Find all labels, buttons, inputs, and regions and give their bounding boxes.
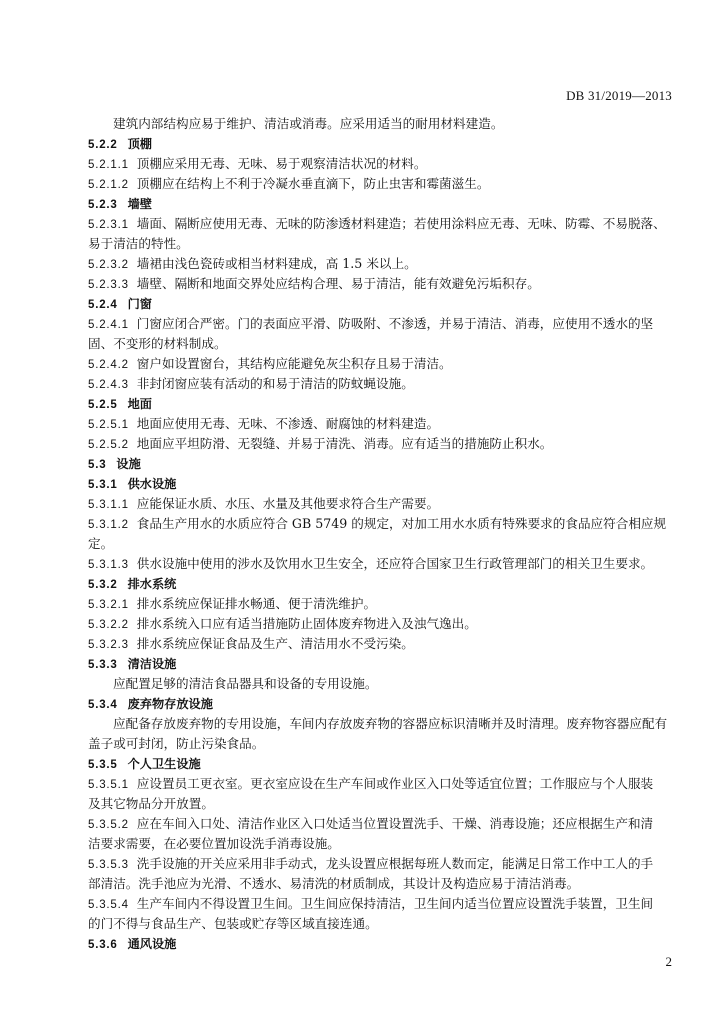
section-title: 门窗: [127, 297, 152, 311]
section-title: 清洁设施: [127, 657, 177, 671]
continuation-line: 部清洁。洗手池应为光滑、不透水、易清洗的材质制成，其设计及构造应易于清洁消毒。: [88, 876, 580, 891]
clause-text: 生产车间内不得设置卫生间。卫生间应保持清洁，卫生间内适当位置应设置洗手装置，卫生间: [136, 896, 654, 911]
clause-number: 5.2.4.3: [88, 379, 129, 391]
section-heading: [88, 394, 673, 414]
clause-text: 应设置员工更衣室。更衣室应设在生产车间或作业区入口处等适宜位置；工作服应与个人服装: [136, 776, 654, 791]
clause-text: 应能保证水质、水压、水量及其他要求符合生产需要。: [136, 496, 440, 511]
clause-line: [88, 354, 673, 374]
clause-number: 5.2.5.1: [88, 419, 129, 431]
clause-line: [88, 434, 673, 454]
clause-line: [88, 374, 673, 394]
clause-number: 5.3.2.1: [88, 599, 129, 611]
clause-number: 5.3.1.1: [88, 499, 129, 511]
clause-line: [88, 814, 673, 834]
section-number: 5.3.4: [88, 699, 118, 711]
section-title: 设施: [116, 457, 141, 471]
clause-number: 5.3.5.3: [88, 859, 129, 871]
clause-text: 供水设施中使用的涉水及饮用水卫生安全，还应符合国家卫生行政管理部门的相关卫生要求。: [136, 556, 654, 571]
clause-line: [88, 514, 673, 534]
clause-text: 顶棚应在结构上不利于冷凝水垂直滴下，防止虫害和霉菌滋生。: [136, 176, 490, 191]
clause-number: 5.2.4.1: [88, 319, 129, 331]
section-heading: [88, 574, 673, 594]
paragraph-line: 应配备存放废弃物的专用设施，车间内存放废弃物的容器应标识清晰并及时清理。废弃物容器应配有: [113, 716, 668, 731]
section-title: 个人卫生设施: [127, 757, 201, 771]
clause-number: 5.2.5.2: [88, 439, 129, 451]
document-code: DB 31/2019—2013: [566, 88, 672, 103]
clause-line: [88, 414, 673, 434]
clause-text: 地面应使用无毒、无味、不渗透、耐腐蚀的材料建造。: [136, 416, 440, 431]
section-number: 5.2.5: [88, 399, 118, 411]
clause-line: [88, 314, 673, 334]
page-number: 2: [665, 954, 672, 969]
clause-number: 5.3.2.3: [88, 639, 129, 651]
clause-line: [88, 854, 673, 874]
clause-line: [88, 554, 673, 574]
section-title: 供水设施: [127, 477, 177, 491]
clause-number: 5.2.1.1: [88, 159, 129, 171]
section-heading: [88, 194, 673, 214]
clause-text: 墙壁、隔断和地面交界处应结构合理、易于清洁，能有效避免污垢积存。: [136, 276, 540, 291]
paragraph-line: 应配置足够的清洁食品器具和设备的专用设施。: [113, 676, 378, 691]
paragraph-line: 建筑内部结构应易于维护、清洁或消毒。应采用适当的耐用材料建造。: [113, 116, 504, 131]
section-number: 5.3.2: [88, 579, 118, 591]
continuation-line: 及其它物品分开放置。: [88, 796, 214, 811]
clause-text: 排水系统入口应有适当措施防止固体废弃物进入及浊气逸出。: [136, 616, 477, 631]
section-number: 5.3.3: [88, 659, 118, 671]
section-number: 5.2.2: [88, 139, 118, 151]
clause-text: 墙面、隔断应使用无毒、无味的防渗透材料建造；若使用涂料应无毒、无味、防霉、不易脱落、: [136, 216, 666, 231]
clause-text: 排水系统应保证排水畅通、便于清洗维护。: [136, 596, 377, 611]
clause-line: [88, 594, 673, 614]
clause-line: [88, 634, 673, 654]
clause-line: [88, 774, 673, 794]
section-heading: [88, 654, 673, 674]
section-heading: [88, 134, 673, 154]
clause-text: 墙裙由浅色瓷砖或相当材料建成，高 1.5 米以上。: [136, 256, 417, 271]
section-number: 5.3.5: [88, 759, 118, 771]
clause-text: 顶棚应采用无毒、无味、易于观察清洁状况的材料。: [136, 156, 427, 171]
section-heading: [88, 454, 673, 474]
clause-line: [88, 214, 673, 234]
clause-number: 5.3.5.2: [88, 819, 129, 831]
clause-line: [88, 174, 673, 194]
section-heading: [88, 934, 673, 954]
clause-text: 食品生产用水的水质应符合 GB 5749 的规定，对加工用水水质有特殊要求的食品应符合相应规: [136, 516, 667, 531]
clause-line: [88, 154, 673, 174]
clause-number: 5.2.3.3: [88, 279, 129, 291]
clause-number: 5.2.4.2: [88, 359, 129, 371]
clause-number: 5.3.1.3: [88, 559, 129, 571]
section-number: 5.2.3: [88, 199, 118, 211]
continuation-line: 固、不变形的材料制成。: [88, 336, 227, 351]
continuation-line: 盖子或可封闭，防止污染食品。: [88, 736, 265, 751]
document-body: [88, 114, 673, 954]
section-title: 地面: [127, 397, 152, 411]
section-title: 通风设施: [127, 937, 177, 951]
clause-text: 地面应平坦防滑、无裂缝、并易于清洗、消毒。应有适当的措施防止积水。: [136, 436, 553, 451]
section-title: 墙壁: [127, 197, 152, 211]
section-heading: [88, 294, 673, 314]
clause-number: 5.3.2.2: [88, 619, 129, 631]
clause-number: 5.2.1.2: [88, 179, 129, 191]
section-heading: [88, 474, 673, 494]
section-number: 5.2.4: [88, 299, 118, 311]
clause-line: [88, 494, 673, 514]
clause-text: 门窗应闭合严密。门的表面应平滑、防吸附、不渗透，并易于清洁、消毒，应使用不透水的坚: [136, 316, 654, 331]
clause-line: [88, 614, 673, 634]
section-number: 5.3.1: [88, 479, 118, 491]
section-title: 废弃物存放设施: [127, 697, 213, 711]
clause-text: 洗手设施的开关应采用非手动式，龙头设置应根据每班人数而定，能满足日常工作中工人的手: [136, 856, 654, 871]
section-number: 5.3.6: [88, 939, 118, 951]
section-number: 5.3: [88, 459, 107, 471]
section-title: 顶棚: [127, 137, 152, 151]
continuation-line: 易于清洁的特性。: [88, 236, 189, 251]
clause-line: [88, 894, 673, 914]
clause-number: 5.3.5.4: [88, 899, 129, 911]
continuation-line: 洁要求需要，在必要位置加设洗手消毒设施。: [88, 836, 340, 851]
clause-number: 5.3.5.1: [88, 779, 129, 791]
section-title: 排水系统: [127, 577, 177, 591]
section-heading: [88, 694, 673, 714]
clause-number: 5.2.3.2: [88, 259, 129, 271]
section-heading: [88, 754, 673, 774]
clause-line: [88, 254, 673, 274]
continuation-line: 定。: [88, 536, 114, 551]
clause-text: 排水系统应保证食品及生产、清洁用水不受污染。: [136, 636, 414, 651]
clause-text: 应在车间入口处、清洁作业区入口处适当位置设置洗手、干燥、消毒设施；还应根据生产和清: [136, 816, 654, 831]
clause-line: [88, 274, 673, 294]
clause-number: 5.3.1.2: [88, 519, 129, 531]
continuation-line: 的门不得与食品生产、包装或贮存等区域直接连通。: [88, 916, 378, 931]
clause-text: 非封闭窗应装有活动的和易于清洁的防蚊蝇设施。: [136, 376, 414, 391]
clause-number: 5.2.3.1: [88, 219, 129, 231]
clause-text: 窗户如设置窗台，其结构应能避免灰尘积存且易于清洁。: [136, 356, 452, 371]
